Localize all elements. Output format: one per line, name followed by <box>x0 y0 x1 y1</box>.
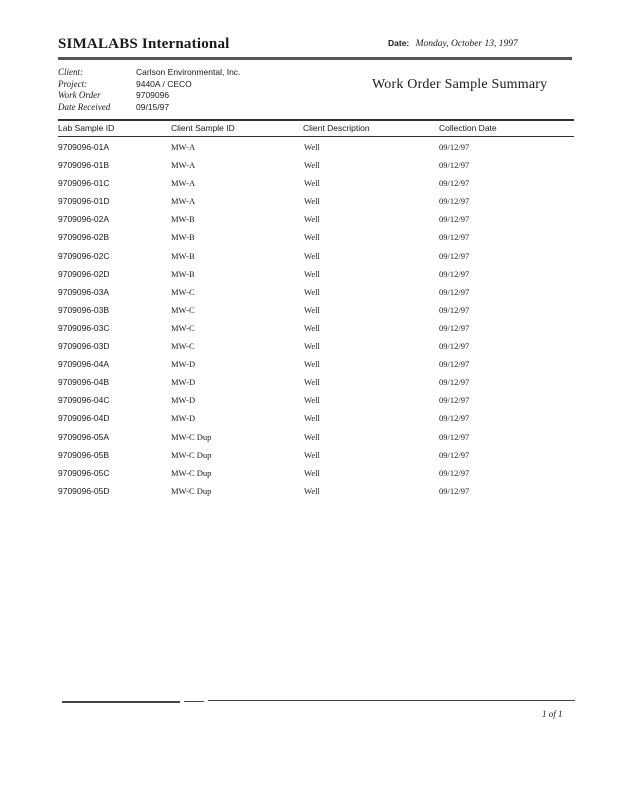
cell-lab-sample-id: 9709096-04B <box>58 377 110 388</box>
table-row <box>0 196 618 214</box>
table-row <box>0 269 618 287</box>
cell-lab-sample-id: 9709096-01B <box>58 160 110 171</box>
cell-client-sample-id: MW-B <box>171 232 195 243</box>
cell-lab-sample-id: 9709096-02A <box>58 214 110 225</box>
table-row <box>0 305 618 323</box>
cell-client-description: Well <box>304 304 320 315</box>
cell-lab-sample-id: 9709096-03A <box>58 286 110 297</box>
cell-client-description: Well <box>304 250 320 261</box>
cell-lab-sample-id: 9709096-05D <box>58 485 110 496</box>
sample-table-body <box>0 142 618 504</box>
table-row <box>0 341 618 359</box>
cell-client-sample-id: MW-A <box>171 196 196 207</box>
cell-lab-sample-id: 9709096-02C <box>58 250 110 261</box>
cell-client-description: Well <box>304 142 320 152</box>
date-value: Monday, October 13, 1997 <box>415 39 518 49</box>
cell-collection-date: 09/12/97 <box>439 178 470 189</box>
cell-collection-date: 09/12/97 <box>439 359 470 370</box>
cell-lab-sample-id: 9709096-04D <box>58 413 110 424</box>
cell-client-description: Well <box>304 286 320 297</box>
table-row <box>0 232 618 250</box>
date-label: Date: <box>388 38 410 48</box>
footer-rule <box>62 701 180 703</box>
cell-lab-sample-id: 9709096-01D <box>58 196 110 207</box>
cell-lab-sample-id: 9709096-05C <box>58 467 110 478</box>
meta-values <box>136 67 240 113</box>
cell-client-sample-id: MW-C <box>171 322 195 333</box>
cell-client-description: Well <box>304 322 320 333</box>
cell-collection-date: 09/12/97 <box>439 250 470 261</box>
table-row <box>0 432 618 450</box>
cell-lab-sample-id: 9709096-05B <box>58 449 110 460</box>
meta-labels <box>58 67 110 113</box>
cell-client-description: Well <box>304 196 320 207</box>
meta-value-client: Carlson Environmental, Inc. <box>136 67 241 77</box>
meta-value-project: 9440A / CECO <box>136 78 192 89</box>
cell-client-sample-id: MW-C Dup <box>171 467 212 478</box>
table-row <box>0 377 618 395</box>
cell-client-description: Well <box>304 178 320 189</box>
cell-lab-sample-id: 9709096-03B <box>58 304 110 315</box>
table-row <box>0 214 618 232</box>
cell-lab-sample-id: 9709096-02D <box>58 268 110 279</box>
cell-client-sample-id: MW-D <box>171 413 196 424</box>
cell-client-sample-id: MW-B <box>171 268 195 279</box>
cell-client-description: Well <box>304 268 320 279</box>
cell-collection-date: 09/12/97 <box>439 322 470 333</box>
cell-collection-date: 09/12/97 <box>439 142 470 152</box>
meta-value-date-received: 09/15/97 <box>136 101 170 112</box>
cell-client-sample-id: MW-D <box>171 395 196 406</box>
cell-collection-date: 09/12/97 <box>439 304 470 315</box>
cell-collection-date: 09/12/97 <box>439 413 470 424</box>
cell-client-sample-id: MW-D <box>171 377 196 388</box>
cell-client-description: Well <box>304 449 320 460</box>
cell-collection-date: 09/12/97 <box>439 449 470 460</box>
cell-lab-sample-id: 9709096-03C <box>58 322 110 333</box>
meta-value-work-order: 9709096 <box>136 90 170 100</box>
column-header-client-description: Client Description <box>303 123 370 133</box>
cell-client-description: Well <box>304 341 320 352</box>
footer-rule <box>208 700 575 701</box>
cell-collection-date: 09/12/97 <box>439 286 470 297</box>
cell-client-description: Well <box>304 377 320 388</box>
cell-lab-sample-id: 9709096-03D <box>58 341 110 352</box>
cell-collection-date: 09/12/97 <box>439 214 470 225</box>
cell-client-description: Well <box>304 431 320 442</box>
cell-client-sample-id: MW-C <box>171 341 195 352</box>
cell-collection-date: 09/12/97 <box>439 395 470 406</box>
table-row <box>0 486 618 504</box>
table-row <box>0 450 618 468</box>
table-row <box>0 395 618 413</box>
cell-client-description: Well <box>304 485 320 496</box>
table-row <box>0 251 618 269</box>
meta-label-project: Project: <box>58 78 88 89</box>
cell-lab-sample-id: 9709096-01A <box>58 142 110 152</box>
cell-lab-sample-id: 9709096-01C <box>58 178 110 189</box>
cell-collection-date: 09/12/97 <box>439 431 470 442</box>
cell-collection-date: 09/12/97 <box>439 268 470 279</box>
table-header-rule <box>58 136 574 137</box>
cell-collection-date: 09/12/97 <box>439 467 470 478</box>
cell-client-sample-id: MW-A <box>171 178 196 189</box>
cell-lab-sample-id: 9709096-02B <box>58 232 110 243</box>
meta-label-client: Client: <box>58 67 83 77</box>
cell-client-description: Well <box>304 214 320 225</box>
cell-client-description: Well <box>304 160 320 171</box>
cell-client-sample-id: MW-B <box>171 214 195 225</box>
cell-client-description: Well <box>304 467 320 478</box>
cell-collection-date: 09/12/97 <box>439 160 470 171</box>
cell-client-sample-id: MW-A <box>171 142 196 152</box>
table-row <box>0 359 618 377</box>
table-row <box>0 178 618 196</box>
meta-label-date-received: Date Received <box>58 101 111 112</box>
table-row <box>0 160 618 178</box>
cell-client-sample-id: MW-C Dup <box>171 449 212 460</box>
table-row <box>0 323 618 341</box>
cell-lab-sample-id: 9709096-05A <box>58 431 110 442</box>
cell-client-sample-id: MW-C <box>171 286 195 297</box>
cell-client-description: Well <box>304 232 320 243</box>
cell-client-sample-id: MW-C Dup <box>171 485 212 496</box>
cell-client-sample-id: MW-B <box>171 250 195 261</box>
cell-collection-date: 09/12/97 <box>439 341 470 352</box>
cell-client-sample-id: MW-C Dup <box>171 431 212 442</box>
cell-client-description: Well <box>304 413 320 424</box>
table-row <box>0 413 618 431</box>
cell-client-description: Well <box>304 359 320 370</box>
cell-client-sample-id: MW-C <box>171 304 195 315</box>
cell-lab-sample-id: 9709096-04C <box>58 395 110 406</box>
column-header-lab-sample-id: Lab Sample ID <box>58 123 115 133</box>
column-header-collection-date: Collection Date <box>439 123 497 133</box>
report-date <box>388 38 518 49</box>
company-name: SIMALABS International <box>58 36 230 52</box>
cell-client-sample-id: MW-A <box>171 160 196 171</box>
cell-lab-sample-id: 9709096-04A <box>58 359 110 370</box>
cell-collection-date: 09/12/97 <box>439 232 470 243</box>
table-top-rule <box>58 119 574 121</box>
cell-collection-date: 09/12/97 <box>439 377 470 388</box>
cell-collection-date: 09/12/97 <box>439 485 470 496</box>
cell-collection-date: 09/12/97 <box>439 196 470 207</box>
cell-client-sample-id: MW-D <box>171 359 196 370</box>
footer-rule <box>184 701 204 702</box>
table-row <box>0 142 618 160</box>
cell-client-description: Well <box>304 395 320 406</box>
table-row <box>0 468 618 486</box>
report-title: Work Order Sample Summary <box>372 77 548 92</box>
header-divider <box>58 57 572 60</box>
table-row <box>0 287 618 305</box>
column-header-client-sample-id: Client Sample ID <box>171 123 235 133</box>
meta-label-work-order: Work Order <box>58 90 101 100</box>
page-number: 1 of 1 <box>542 709 563 719</box>
